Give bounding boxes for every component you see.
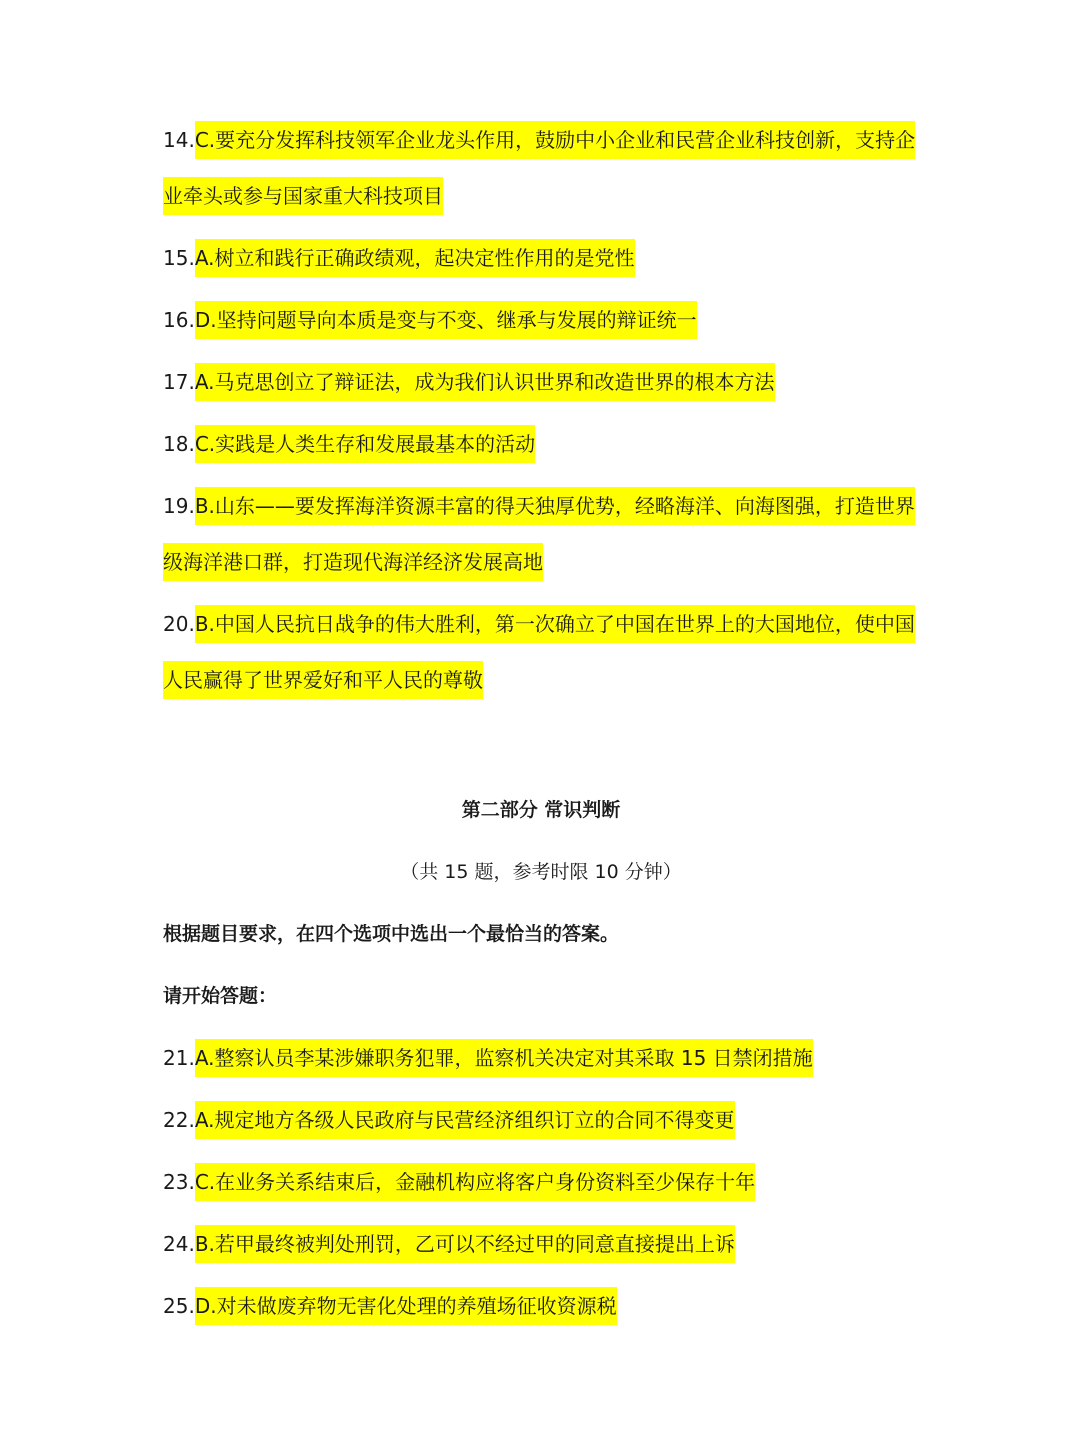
start-prompt: 请开始答题：: [163, 985, 278, 1007]
section-header: [163, 798, 919, 1008]
highlighted-answer: A.树立和践行正确政绩观，起决定性作用的是党性: [195, 239, 635, 277]
answer-item-16: 16.D.坚持问题导向本质是变与不变、继承与发展的辩证统一: [163, 292, 919, 348]
answer-item-23: 23.C.在业务关系结束后，金融机构应将客户身份资料至少保存十年: [163, 1154, 919, 1210]
section-subtitle: （共 15 题，参考时限 10 分钟）: [400, 861, 682, 883]
highlighted-answer: C.要充分发挥科技领军企业龙头作用，鼓励中小企业和民营企业科技创新，支持企业牵头或参与国家重大科技项目: [163, 121, 915, 215]
answer-item-17: 17.A.马克思创立了辩证法，成为我们认识世界和改造世界的根本方法: [163, 354, 919, 410]
answer-item-15: 15.A.树立和践行正确政绩观，起决定性作用的是党性: [163, 230, 919, 286]
highlighted-answer: B.若甲最终被判处刑罚，乙可以不经过甲的同意直接提出上诉: [195, 1225, 735, 1263]
answer-item-18: 18.C.实践是人类生存和发展最基本的活动: [163, 416, 919, 472]
answer-item-19: 19.B.山东——要发挥海洋资源丰富的得天独厚优势，经略海洋、向海图强，打造世界级海洋港口群，打造现代海洋经济发展高地: [163, 478, 919, 590]
highlighted-answer: C.实践是人类生存和发展最基本的活动: [195, 425, 535, 463]
answer-item-20: 20.B.中国人民抗日战争的伟大胜利，第一次确立了中国在世界上的大国地位，使中国人民赢得了世界爱好和平人民的尊敬: [163, 596, 919, 708]
section-title: 第二部分 常识判断: [461, 799, 621, 821]
answer-item-14: 14.C.要充分发挥科技领军企业龙头作用，鼓励中小企业和民营企业科技创新，支持企业牵头或参与国家重大科技项目: [163, 112, 919, 224]
section-instruction: 根据题目要求，在四个选项中选出一个最恰当的答案。: [163, 923, 620, 945]
highlighted-answer: A.整察认员李某涉嫌职务犯罪，监察机关决定对其采取 15 日禁闭措施: [195, 1039, 813, 1077]
answer-item-21: 21.A.整察认员李某涉嫌职务犯罪，监察机关决定对其采取 15 日禁闭措施: [163, 1030, 919, 1086]
answer-item-25: 25.D.对未做废弃物无害化处理的养殖场征收资源税: [163, 1278, 919, 1334]
highlighted-answer: D.坚持问题导向本质是变与不变、继承与发展的辩证统一: [195, 301, 697, 339]
document-page: [163, 0, 919, 1340]
highlighted-answer: B.山东——要发挥海洋资源丰富的得天独厚优势，经略海洋、向海图强，打造世界级海洋港口群，打造现代海洋经济发展高地: [163, 487, 915, 581]
answer-list-part1: [163, 112, 919, 708]
highlighted-answer: A.马克思创立了辩证法，成为我们认识世界和改造世界的根本方法: [195, 363, 775, 401]
answer-item-22: 22.A.规定地方各级人民政府与民营经济组织订立的合同不得变更: [163, 1092, 919, 1148]
highlighted-answer: A.规定地方各级人民政府与民营经济组织订立的合同不得变更: [195, 1101, 735, 1139]
highlighted-answer: B.中国人民抗日战争的伟大胜利，第一次确立了中国在世界上的大国地位，使中国人民赢得了世界爱好和平人民的尊敬: [163, 605, 915, 699]
highlighted-answer: D.对未做废弃物无害化处理的养殖场征收资源税: [195, 1287, 617, 1325]
answer-item-24: 24.B.若甲最终被判处刑罚，乙可以不经过甲的同意直接提出上诉: [163, 1216, 919, 1272]
answer-list-part2: [163, 1030, 919, 1334]
highlighted-answer: C.在业务关系结束后，金融机构应将客户身份资料至少保存十年: [195, 1163, 755, 1201]
